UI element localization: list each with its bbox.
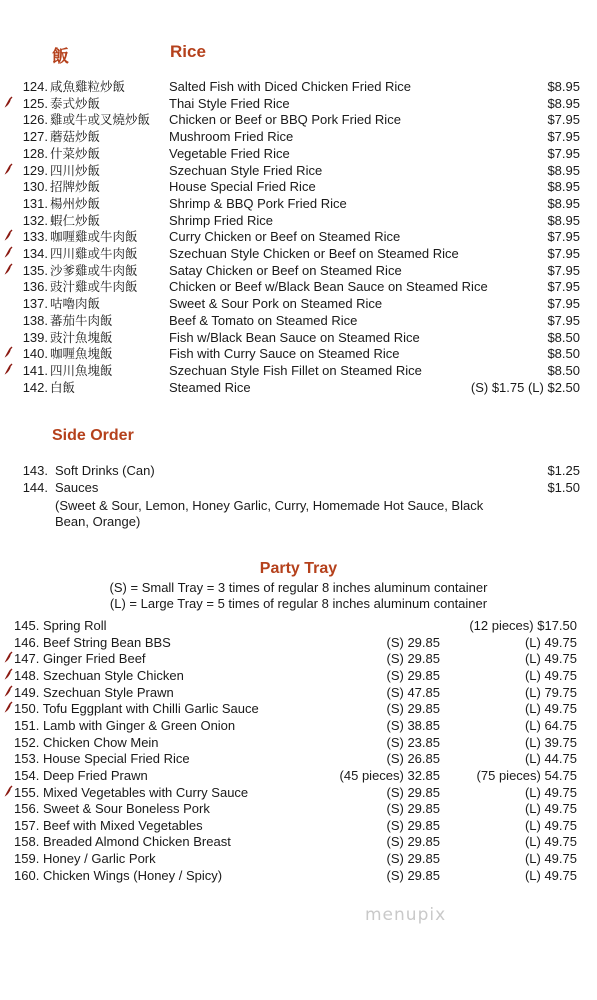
item-name: Szechuan Style Chicken or Beef on Steamed Rice <box>169 246 459 261</box>
small-tray-price: (S) 23.85 <box>386 734 440 750</box>
large-tray-price: (L) 44.75 <box>524 751 577 767</box>
item-name: Szechuan Style Chicken <box>42 667 184 683</box>
item-price: $8.50 <box>547 362 580 378</box>
item-chinese-name: 雞或牛或叉燒炒飯 <box>50 112 151 128</box>
item-number-and-name <box>14 768 148 784</box>
item-number: 140. <box>22 346 48 362</box>
menu-item-row <box>0 246 597 262</box>
item-chinese-name: 白飯 <box>50 379 76 395</box>
party-tray-item-row <box>0 651 597 667</box>
item-number: 154. <box>14 767 40 783</box>
menu-item-row <box>0 112 597 128</box>
item-chinese-name: 蕃茄牛肉飯 <box>50 312 113 328</box>
party-tray-item-row <box>0 618 597 634</box>
item-name: Shrimp & BBQ Pork Fried Rice <box>169 195 347 211</box>
item-number: 141. <box>22 362 48 378</box>
item-name: Fish with Curry Sauce on Steamed Rice <box>169 346 400 362</box>
item-name: Salted Fish with Diced Chicken Fried Rice <box>169 79 412 94</box>
party-tray-item-row <box>0 785 597 801</box>
item-name: Satay Chicken or Beef on Steamed Rice <box>169 262 402 278</box>
item-number: 124. <box>22 79 48 94</box>
chili-pepper-icon <box>4 263 13 275</box>
item-name: Shrimp Fried Rice <box>169 212 274 228</box>
item-number: 143. <box>22 463 48 478</box>
party-tray-item-row <box>0 818 597 834</box>
item-number-and-name <box>14 701 259 717</box>
item-chinese-name: 咸魚雞粒炒飯 <box>50 79 126 94</box>
small-tray-price: (S) 29.85 <box>386 834 440 850</box>
chili-pepper-icon <box>4 785 13 797</box>
chili-pepper-icon <box>4 346 13 358</box>
side-order-item-row <box>0 463 597 479</box>
item-number: 128. <box>22 145 48 161</box>
item-chinese-name: 豉汁雞或牛肉飯 <box>50 279 138 295</box>
item-number: 153. <box>14 751 40 767</box>
item-price: $7.95 <box>547 229 580 245</box>
item-price: $1.25 <box>547 463 580 478</box>
item-number: 139. <box>22 329 48 345</box>
menu-item-row <box>0 279 597 295</box>
party-tray-item-row <box>0 735 597 751</box>
item-chinese-name: 咖喱雞或牛肉飯 <box>50 229 138 245</box>
item-price: $7.95 <box>547 312 580 328</box>
item-price: $7.95 <box>547 246 580 261</box>
item-chinese-name: 四川炒飯 <box>50 162 101 178</box>
item-price: $7.95 <box>547 279 580 295</box>
item-chinese-name: 四川魚塊飯 <box>50 362 113 378</box>
item-name: Szechuan Style Fish Fillet on Steamed Rice <box>169 362 422 378</box>
menu-item-row <box>0 213 597 229</box>
item-name: Curry Chicken or Beef on Steamed Rice <box>169 229 401 245</box>
large-tray-price: (12 pieces) $17.50 <box>469 618 577 633</box>
large-tray-price: (L) 49.75 <box>524 651 577 667</box>
item-number: 158. <box>14 834 40 850</box>
menupix-watermark: menupix <box>365 905 447 925</box>
large-tray-price: (L) 49.75 <box>524 867 577 883</box>
item-name: Sauces <box>55 480 99 495</box>
menu-item-row <box>0 363 597 379</box>
rice-section-title: Rice <box>170 42 206 61</box>
party-tray-item-row <box>0 635 597 651</box>
item-chinese-name: 豉汁魚塊飯 <box>50 329 113 345</box>
small-tray-price: (S) 29.85 <box>386 667 440 683</box>
large-tray-price: (L) 49.75 <box>524 801 577 817</box>
menu-item-row <box>0 79 597 95</box>
item-price: $8.50 <box>547 329 580 345</box>
side-order-item-row <box>0 480 597 496</box>
item-number: 149. <box>14 684 40 700</box>
item-price: $8.95 <box>547 179 580 195</box>
chili-pepper-icon <box>4 229 13 241</box>
item-chinese-name: 什菜炒飯 <box>50 145 101 161</box>
small-tray-price: (S) 29.85 <box>386 651 440 667</box>
item-number: 145. <box>14 618 40 633</box>
small-tray-price: (45 pieces) 32.85 <box>339 767 440 783</box>
item-name: Chicken Wings (Honey / Spicy) <box>42 867 223 883</box>
item-number-and-name <box>14 801 210 817</box>
large-tray-price: (L) 39.75 <box>524 734 577 750</box>
party-tray-item-row <box>0 851 597 867</box>
large-tray-note: (L) = Large Tray = 5 times of regular 8 inches aluminum container <box>109 596 488 611</box>
chili-pepper-icon <box>4 685 13 697</box>
menu-item-row <box>0 229 597 245</box>
item-number: 125. <box>22 95 48 111</box>
item-number: 131. <box>22 195 48 211</box>
menu-item-row <box>0 296 597 312</box>
item-name: Mushroom Fried Rice <box>169 129 294 145</box>
item-number: 144. <box>22 480 48 495</box>
item-name: Tofu Eggplant with Chilli Garlic Sauce <box>42 701 259 717</box>
party-tray-item-row <box>0 718 597 734</box>
large-tray-price: (L) 49.75 <box>524 834 577 850</box>
item-number: 137. <box>22 296 48 312</box>
item-number-and-name <box>14 651 146 667</box>
party-tray-item-row <box>0 834 597 850</box>
item-number: 155. <box>14 784 40 800</box>
large-tray-price: (L) 49.75 <box>524 784 577 800</box>
item-price: $7.95 <box>547 145 580 161</box>
small-tray-price: (S) 29.85 <box>386 867 440 883</box>
small-tray-price: (S) 38.85 <box>386 717 440 733</box>
item-chinese-name: 咕嚕肉飯 <box>50 296 101 312</box>
item-number-and-name <box>14 635 171 651</box>
item-name: Soft Drinks (Can) <box>55 463 155 478</box>
item-chinese-name: 咖喱魚塊飯 <box>50 346 113 362</box>
item-number: 146. <box>14 634 40 650</box>
small-tray-price: (S) 29.85 <box>386 634 440 650</box>
item-name: Steamed Rice <box>169 379 251 395</box>
large-tray-price: (L) 49.75 <box>524 851 577 867</box>
item-name: Szechuan Style Prawn <box>42 684 174 700</box>
item-name: Breaded Almond Chicken Breast <box>42 834 231 850</box>
item-chinese-name: 楊州炒飯 <box>50 195 101 211</box>
item-price: $8.95 <box>547 95 580 111</box>
chili-pepper-icon <box>4 163 13 175</box>
large-tray-price: (L) 49.75 <box>524 667 577 683</box>
item-number: 138. <box>22 312 48 328</box>
menu-item-row <box>0 313 597 329</box>
party-tray-section-title: Party Tray <box>259 560 338 577</box>
item-number: 160. <box>14 867 40 883</box>
item-number: 148. <box>14 667 40 683</box>
item-name: House Special Fried Rice <box>169 179 316 195</box>
item-number-and-name <box>14 751 190 767</box>
item-number-and-name <box>14 785 248 801</box>
item-number-and-name <box>14 818 203 834</box>
item-number: 147. <box>14 651 40 667</box>
small-tray-price: (S) 29.85 <box>386 801 440 817</box>
side-order-section-title: Side Order <box>52 427 134 444</box>
item-number-and-name <box>14 718 235 734</box>
party-tray-item-row <box>0 801 597 817</box>
item-price: $7.95 <box>547 129 580 145</box>
small-tray-price: (S) 29.85 <box>386 701 440 717</box>
item-number: 152. <box>14 734 40 750</box>
item-name: Beef & Tomato on Steamed Rice <box>169 312 358 328</box>
item-name: Lamb with Ginger & Green Onion <box>42 717 236 733</box>
item-number: 142. <box>22 379 48 395</box>
item-chinese-name: 沙爹雞或牛肉飯 <box>50 262 138 278</box>
chili-pepper-icon <box>4 651 13 663</box>
item-name: Honey / Garlic Pork <box>42 851 156 867</box>
item-price: $8.50 <box>547 346 580 362</box>
menu-item-row <box>0 129 597 145</box>
party-tray-item-row <box>0 685 597 701</box>
item-number: 157. <box>14 817 40 833</box>
menu-item-row <box>0 263 597 279</box>
large-tray-price: (L) 79.75 <box>524 684 577 700</box>
item-name: Deep Fried Prawn <box>42 767 148 783</box>
rice-section-title-chinese: 飯 <box>52 47 69 67</box>
item-number-and-name <box>14 668 184 684</box>
item-name: Szechuan Style Fried Rice <box>169 162 323 178</box>
item-name: Ginger Fried Beef <box>42 651 146 667</box>
party-tray-item-row <box>0 668 597 684</box>
item-price: $7.95 <box>547 262 580 278</box>
item-chinese-name: 蝦仁炒飯 <box>50 212 101 228</box>
item-price: $1.50 <box>547 480 580 495</box>
item-number: 150. <box>14 701 40 717</box>
item-number: 126. <box>22 112 48 128</box>
sauces-note: (Sweet & Sour, Lemon, Honey Garlic, Curry, Homemade Hot Sauce, Black Bean, Orange) <box>55 498 484 529</box>
item-name: House Special Fried Rice <box>42 751 190 767</box>
menu-item-row <box>0 163 597 179</box>
item-name: Chicken Chow Mein <box>42 734 159 750</box>
small-tray-price: (S) 47.85 <box>386 684 440 700</box>
item-price: $8.95 <box>547 195 580 211</box>
item-price: (S) $1.75 (L) $2.50 <box>470 379 580 395</box>
menu-item-row <box>0 380 597 396</box>
item-chinese-name: 招牌炒飯 <box>50 179 101 195</box>
item-number: 127. <box>22 129 48 145</box>
chili-pepper-icon <box>4 668 13 680</box>
item-name: Fish w/Black Bean Sauce on Steamed Rice <box>169 329 420 345</box>
item-number: 156. <box>14 801 40 817</box>
item-chinese-name: 四川雞或牛肉飯 <box>50 246 138 261</box>
chili-pepper-icon <box>4 246 13 258</box>
large-tray-price: (L) 64.75 <box>524 717 577 733</box>
menu-item-row <box>0 330 597 346</box>
menu-item-row <box>0 146 597 162</box>
large-tray-price: (L) 49.75 <box>524 634 577 650</box>
menu-item-row <box>0 346 597 362</box>
item-name: Beef String Bean BBS <box>42 634 171 650</box>
chili-pepper-icon <box>4 96 13 108</box>
item-number: 151. <box>14 717 40 733</box>
small-tray-price: (S) 29.85 <box>386 817 440 833</box>
party-tray-item-row <box>0 768 597 784</box>
item-name: Chicken or Beef w/Black Bean Sauce on Steamed Rice <box>169 279 488 295</box>
chili-pepper-icon <box>4 363 13 375</box>
small-tray-price: (S) 29.85 <box>386 784 440 800</box>
item-name: Sweet & Sour Pork on Steamed Rice <box>169 296 383 312</box>
party-tray-item-row <box>0 751 597 767</box>
large-tray-price: (75 pieces) 54.75 <box>476 767 577 783</box>
item-number: 130. <box>22 179 48 195</box>
item-chinese-name: 蘑菇炒飯 <box>50 129 101 145</box>
item-number: 132. <box>22 212 48 228</box>
item-name: Spring Roll <box>42 618 107 633</box>
item-number: 129. <box>22 162 48 178</box>
item-number-and-name <box>14 851 156 867</box>
item-number-and-name <box>14 685 174 701</box>
menu-item-row <box>0 179 597 195</box>
item-number: 159. <box>14 851 40 867</box>
item-name: Beef with Mixed Vegetables <box>42 817 203 833</box>
item-number: 136. <box>22 279 48 295</box>
item-number-and-name <box>14 618 107 634</box>
item-name: Vegetable Fried Rice <box>169 145 290 161</box>
party-tray-item-row <box>0 701 597 717</box>
small-tray-price: (S) 26.85 <box>386 751 440 767</box>
item-number-and-name <box>14 868 222 884</box>
large-tray-price: (L) 49.75 <box>524 701 577 717</box>
large-tray-price: (L) 49.75 <box>524 817 577 833</box>
item-number-and-name <box>14 735 159 751</box>
small-tray-price: (S) 29.85 <box>386 851 440 867</box>
item-name: Thai Style Fried Rice <box>169 95 290 111</box>
item-price: $8.95 <box>547 162 580 178</box>
item-price: $7.95 <box>547 296 580 312</box>
item-price: $8.95 <box>547 79 580 94</box>
item-number: 133. <box>22 229 48 245</box>
item-price: $8.95 <box>547 212 580 228</box>
item-number-and-name <box>14 834 231 850</box>
item-name: Mixed Vegetables with Curry Sauce <box>42 784 249 800</box>
item-chinese-name: 泰式炒飯 <box>50 95 101 111</box>
chili-pepper-icon <box>4 701 13 713</box>
party-tray-item-row <box>0 868 597 884</box>
small-tray-note: (S) = Small Tray = 3 times of regular 8 inches aluminum container <box>109 580 488 595</box>
item-number: 135. <box>22 262 48 278</box>
item-name: Chicken or Beef or BBQ Pork Fried Rice <box>169 112 401 128</box>
menu-item-row <box>0 196 597 212</box>
item-number: 134. <box>22 246 48 261</box>
item-price: $7.95 <box>547 112 580 128</box>
item-name: Sweet & Sour Boneless Pork <box>42 801 210 817</box>
menu-item-row <box>0 96 597 112</box>
